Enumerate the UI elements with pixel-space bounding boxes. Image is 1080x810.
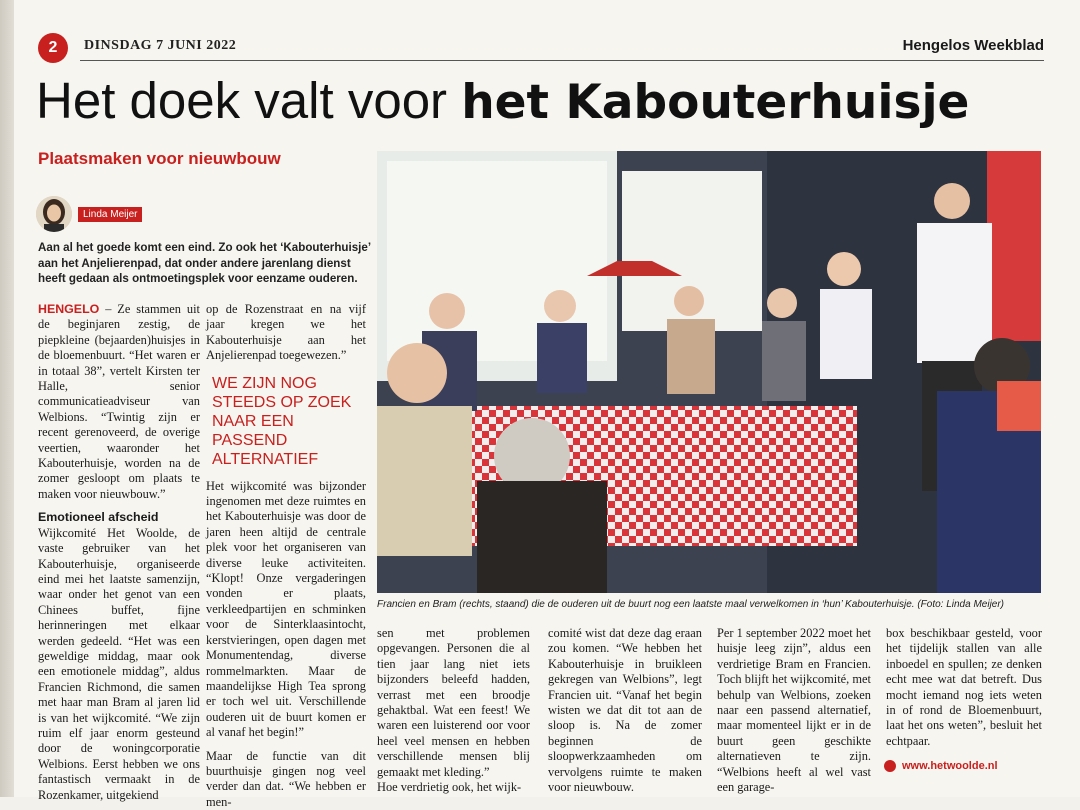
pull-quote: WE ZIJN NOG STEEDS OP ZOEK NAAR EEN PASSEND ALTERNATIEF <box>212 374 352 468</box>
newspaper-page <box>14 0 1080 809</box>
dateline-lead: HENGELO <box>38 302 100 316</box>
headline-light: Het doek valt voor <box>36 72 462 129</box>
article-photo <box>377 151 1041 593</box>
intro-paragraph: Aan al het goede komt een eind. Zo ook het ‘Kabouterhuisje’ aan het Anjelierenpad, dat onder andere jarenlang dienst heeft gedaan als ontmoetingsplek voor eenzame ouderen. <box>38 241 371 285</box>
col2-paragraph-1: op de Rozenstraat en na vijf jaar kregen we het Kabouterhuisje aan het Anjelierenpad toegewezen.” <box>206 302 366 363</box>
column-2 <box>206 302 366 810</box>
website-url[interactable]: www.hetwoolde.nl <box>902 760 998 772</box>
col2-paragraph-3: Maar de functie van dit buurthuisje gingen nog veel verder dan dat. “We hebben er men- <box>206 748 366 809</box>
header-rule <box>80 60 1044 61</box>
col6-paragraph-1: box beschikbaar gesteld, voor het tijdelijk stallen van alle inboedel en spullen; ze denken echt mee wat dat betreft. Dus mocht iemand nog iets weten in of rond de Bloemenbuurt, laat het ons weten”, besluit het echtpaar. <box>886 626 1042 748</box>
col3-paragraph-2: Hoe verdrietig ook, het wijk- <box>377 780 522 795</box>
column-3 <box>377 626 530 795</box>
headline <box>36 70 969 134</box>
section-heading: Emotioneel afscheid <box>38 510 159 525</box>
globe-icon <box>884 760 896 772</box>
column-6 <box>886 626 1042 749</box>
col1-paragraph-1: – Ze stammen uit de beginjaren zestig, de piepkleine (bejaarden)huisjes in de bloemenbuurt. “Het waren er in totaal 38”, vertelt Kirsten ter Halle, senior communicatieadviseur van Welbions. “Twintig zijn er recent gerenoveerd, de overige veertien, waaronder het Kabouterhuisje, worden na de zomer gesloopt om plaats te maken voor nieuwbouw.” <box>38 302 200 501</box>
column-5 <box>717 626 871 795</box>
dateline: DINSDAG 7 JUNI 2022 <box>84 38 237 53</box>
headline-bold: het Kabouterhuisje <box>461 75 970 130</box>
page-number-badge: 2 <box>38 33 68 63</box>
author-avatar <box>36 196 72 232</box>
photo-caption: Francien en Bram (rechts, staand) die de ouderen uit de buurt nog een laatste maal verwelkomen in ‘hun’ Kabouterhuisje. (Foto: Linda Meijer) <box>377 599 1005 610</box>
col1-paragraph-2: Wijkcomité Het Woolde, de vaste gebruiker van het Kabouterhuisje, organiseerde eind mei het laatste samenzijn, waar onder het genot van een Chinees buffet, fijne herinneringen met elkaar werden gedeeld. “Het was een geweldige middag, maar ook een emotionele middag”, aldus Francien Richmond, die samen met haar man Bram al jaren lid is van het wijkcomité. “We zijn ruim elf jaar enorm gesteund door de woningcorporatie Welbions. Eerst hebben we ons fantastisch vermaakt in de Rozenkamer, uitgekiend <box>38 525 200 802</box>
author-name: Linda Meijer <box>78 207 142 222</box>
column-1 <box>38 302 200 803</box>
paper-name: Hengelos Weekblad <box>902 37 1044 54</box>
subhead: Plaatsmaken voor nieuwbouw <box>38 149 281 168</box>
article-photo-illustration <box>377 151 1041 593</box>
col5-paragraph-1: Per 1 september 2022 moet het huisje leeg zijn”, aldus een verdrietige Bram en Francien. Toch blijft het wijkcomité, met behulp van Welbions, zoeken naar een passend alternatief, maar momenteel lijkt er in de buurt geen geschikte alternatieven te zijn. “Welbions heeft al wel vast een garage- <box>717 626 871 795</box>
website-link[interactable] <box>884 760 998 772</box>
col2-paragraph-2: Het wijkcomité was bijzonder ingenomen met deze ruimtes en het Kabouterhuisje was door de jaren heen altijd de centrale plek voor het organiseren van diverse leuke activiteiten. “Klopt! Onze vergaderingen vonden er plaats, verkleedpartijen en schminken voor de Sinterklaasintocht, kerstvieringen, open dagen met Monumentendag, diverse rommelmarkten. Maar de maandelijkse High Tea sprong er toch wel uit. Verschillende ouderen uit de buurt komen er al vanaf het begin!” <box>206 478 366 740</box>
col4-paragraph-1: comité wist dat deze dag eraan zou komen. “We hebben het Kabouterhuisje in bruikleen gekregen van Welbions”, legt Francien uit. “Vanaf het begin wisten we dat dit tot aan de sloop is. Na de zomer beginnen de sloopwerkzaamheden om vervolgens ruimte te maken voor nieuwbouw. <box>548 626 702 795</box>
column-4 <box>548 626 702 795</box>
col3-paragraph-1: sen met problemen opgevangen. Personen die al tien jaar lang niet iets bijzonders beleefd hadden, verrast met een broodje gehaktbal. Wat een feest! We waren een luisterend oor voor heel veel mensen en hebben verschillende mensen blij gemaakt met kleding.” <box>377 626 530 779</box>
